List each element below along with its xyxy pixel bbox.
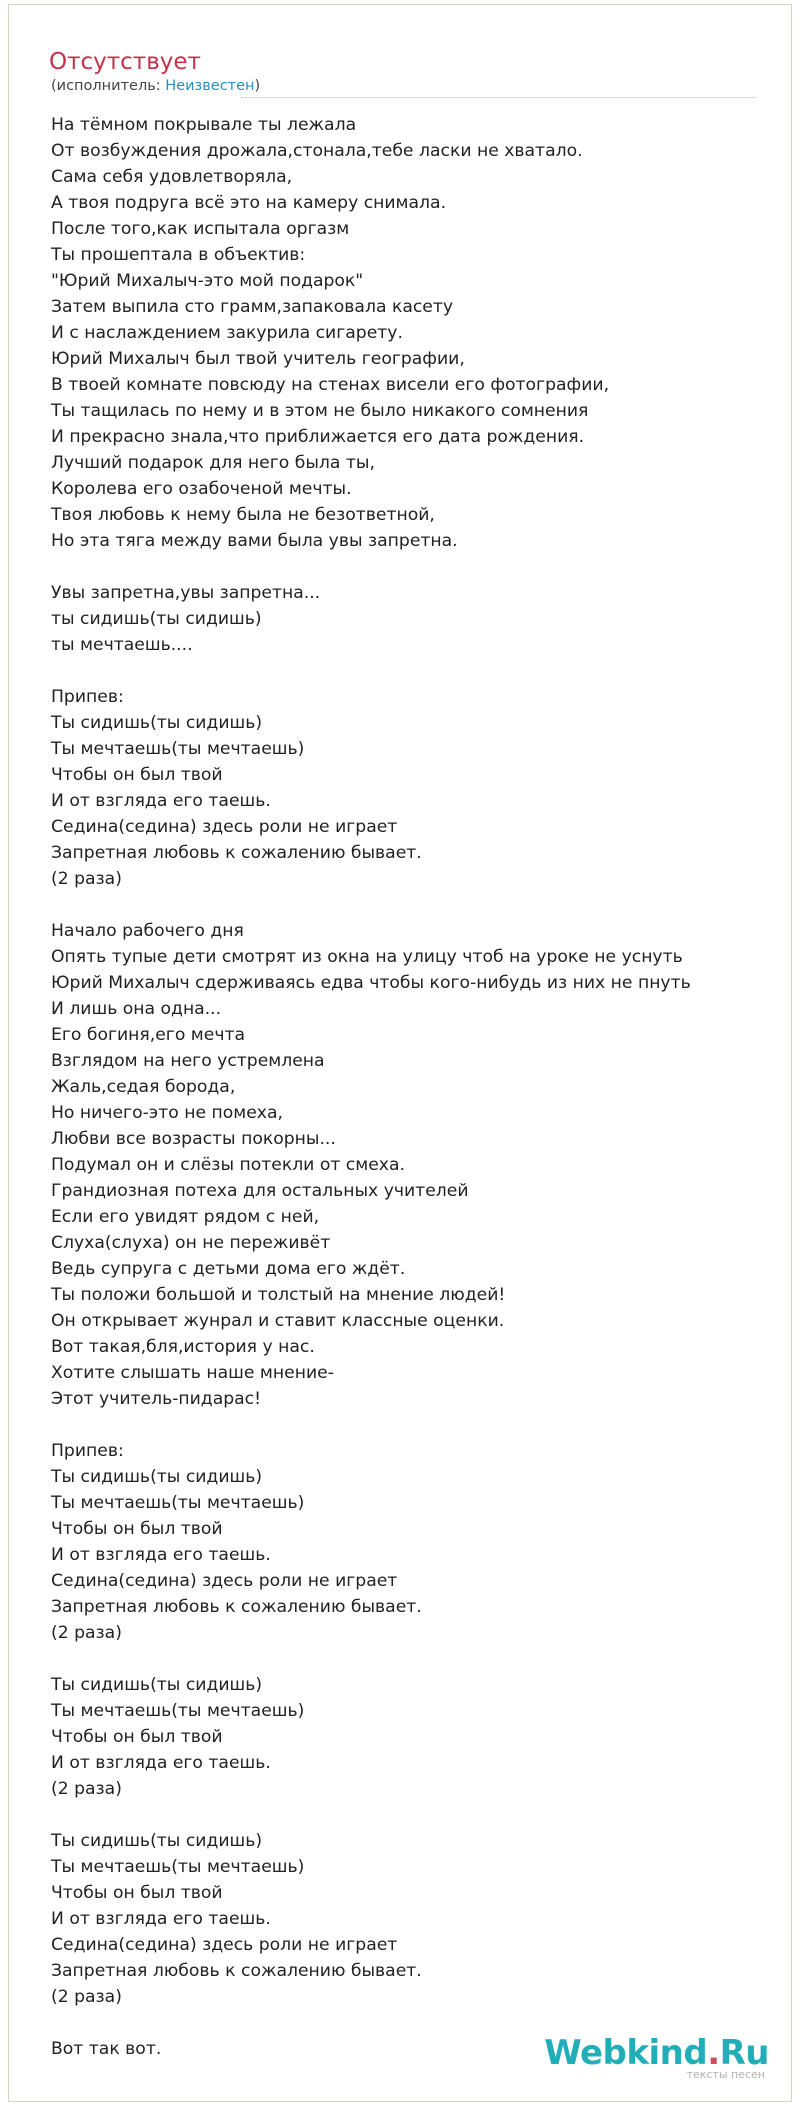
lyric-line: И с наслаждением закурила сигарету. xyxy=(51,323,403,343)
lyric-line: От возбуждения дрожала,стонала,тебе ласки не хватало. xyxy=(51,141,583,161)
lyric-line: Седина(седина) здесь роли не играет xyxy=(51,1571,398,1591)
lyric-line: (2 раза) xyxy=(51,1623,122,1643)
lyric-line: Он открывает жунрал и ставит классные оценки. xyxy=(51,1311,505,1331)
lyric-line: Королева его озабоченой мечты. xyxy=(51,479,352,499)
header-divider xyxy=(241,97,755,98)
lyric-line: (2 раза) xyxy=(51,1779,122,1799)
lyric-line: Чтобы он был твой xyxy=(51,1519,223,1539)
artist-suffix: ) xyxy=(254,78,261,94)
lyric-line: В твоей комнате повсюду на стенах висели его фотографии, xyxy=(51,375,610,395)
logo-dot: . xyxy=(707,2033,720,2073)
lyric-line: (2 раза) xyxy=(51,1987,122,2007)
lyric-line: Опять тупые дети смотрят из окна на улицу чтоб на уроке не уснуть xyxy=(51,947,683,967)
lyric-line: Слуха(слуха) он не переживёт xyxy=(51,1233,331,1253)
lyric-line: Чтобы он был твой xyxy=(51,1727,223,1747)
lyric-line: Запретная любовь к сожалению бывает. xyxy=(51,1961,422,1981)
lyric-line: И прекрасно знала,что приближается его дата рождения. xyxy=(51,427,585,447)
lyric-line: И от взгляда его таешь. xyxy=(51,1753,271,1773)
lyric-line: Ты положи большой и толстый на мнение людей! xyxy=(51,1285,506,1305)
lyric-line: Его богиня,его мечта xyxy=(51,1025,246,1045)
lyric-line: Ты сидишь(ты сидишь) xyxy=(51,1831,263,1851)
lyric-line: Затем выпила сто грамм,запаковала касету xyxy=(51,297,454,317)
logo-brand: Webkind xyxy=(544,2033,708,2073)
lyric-line: Хотите слышать наше мнение- xyxy=(51,1363,334,1383)
blank-line xyxy=(51,1802,771,1828)
artist-prefix: (исполнитель: xyxy=(51,78,166,94)
lyric-line: Ты мечтаешь(ты мечтаешь) xyxy=(51,1857,305,1877)
lyric-line: Ты мечтаешь(ты мечтаешь) xyxy=(51,1493,305,1513)
lyric-line: Жаль,седая борода, xyxy=(51,1077,236,1097)
lyric-line: Запретная любовь к сожалению бывает. xyxy=(51,843,422,863)
lyric-line: Но ничего-это не помеха, xyxy=(51,1103,283,1123)
lyric-line: Взглядом на него устремлена xyxy=(51,1051,325,1071)
lyric-line: Сама себя удовлетворяла, xyxy=(51,167,293,187)
lyric-line: Начало рабочего дня xyxy=(51,921,244,941)
lyric-line: Ты прошептала в объектив: xyxy=(51,245,306,265)
lyric-line: На тёмном покрывале ты лежала xyxy=(51,115,357,135)
blank-line xyxy=(51,554,771,580)
lyric-line: И от взгляда его таешь. xyxy=(51,791,271,811)
lyric-line: Ты мечтаешь(ты мечтаешь) xyxy=(51,1701,305,1721)
lyric-line: Ты сидишь(ты сидишь) xyxy=(51,1467,263,1487)
site-logo xyxy=(544,2035,769,2081)
logo-tld: Ru xyxy=(719,2033,769,2073)
blank-line xyxy=(51,1646,771,1672)
page-container xyxy=(8,4,792,2102)
lyric-line: И от взгляда его таешь. xyxy=(51,1909,271,1929)
lyric-line: Если его увидят рядом с ней, xyxy=(51,1207,320,1227)
lyric-line: Юрий Михалыч был твой учитель географии, xyxy=(51,349,465,369)
lyric-line: Чтобы он был твой xyxy=(51,765,223,785)
blank-line xyxy=(51,658,771,684)
artist-line xyxy=(51,77,260,95)
lyric-line: Любви все возрасты покорны... xyxy=(51,1129,336,1149)
lyric-line: Ты тащилась по нему и в этом не было никакого сомнения xyxy=(51,401,589,421)
artist-link[interactable]: Неизвестен xyxy=(165,78,255,94)
lyric-line: Вот такая,бля,история у нас. xyxy=(51,1337,315,1357)
lyric-line: ты мечтаешь.... xyxy=(51,635,193,655)
lyric-line: Ты сидишь(ты сидишь) xyxy=(51,713,263,733)
lyric-line: После того,как испытала оргазм xyxy=(51,219,350,239)
song-title: Отсутствует xyxy=(49,49,201,75)
lyric-line: Юрий Михалыч сдерживаясь едва чтобы кого-нибудь из них не пнуть xyxy=(51,973,691,993)
lyric-line: Седина(седина) здесь роли не играет xyxy=(51,817,398,837)
lyric-line: Грандиозная потеха для остальных учителей xyxy=(51,1181,469,1201)
lyric-line: Вот так вот. xyxy=(51,2039,162,2059)
logo-wordmark xyxy=(544,2035,769,2071)
lyric-line: Ты сидишь(ты сидишь) xyxy=(51,1675,263,1695)
lyric-line: Седина(седина) здесь роли не играет xyxy=(51,1935,398,1955)
lyric-line: Твоя любовь к нему была не безответной, xyxy=(51,505,435,525)
lyric-line: "Юрий Михалыч-это мой подарок" xyxy=(51,271,364,291)
lyric-line: Ты мечтаешь(ты мечтаешь) xyxy=(51,739,305,759)
blank-line xyxy=(51,1412,771,1438)
lyric-line: Чтобы он был твой xyxy=(51,1883,223,1903)
lyric-line: А твоя подруга всё это на камеру снимала. xyxy=(51,193,447,213)
lyric-line: Увы запретна,увы запретна... xyxy=(51,583,321,603)
lyric-line: Этот учитель-пидарас! xyxy=(51,1389,262,1409)
lyric-line: Запретная любовь к сожалению бывает. xyxy=(51,1597,422,1617)
lyric-line: Лучший подарок для него была ты, xyxy=(51,453,375,473)
lyric-line: И лишь она одна... xyxy=(51,999,222,1019)
lyrics-text xyxy=(51,112,771,2062)
blank-line xyxy=(51,892,771,918)
lyric-line: Но эта тяга между вами была увы запретна. xyxy=(51,531,458,551)
logo-tagline: тексты песен xyxy=(686,2068,765,2081)
lyric-line: И от взгляда его таешь. xyxy=(51,1545,271,1565)
lyric-line: Подумал он и слёзы потекли от смеха. xyxy=(51,1155,405,1175)
lyric-line: ты сидишь(ты сидишь) xyxy=(51,609,262,629)
lyric-line: Припев: xyxy=(51,687,124,707)
lyric-line: (2 раза) xyxy=(51,869,122,889)
lyric-line: Припев: xyxy=(51,1441,124,1461)
lyric-line: Ведь супруга с детьми дома его ждёт. xyxy=(51,1259,406,1279)
